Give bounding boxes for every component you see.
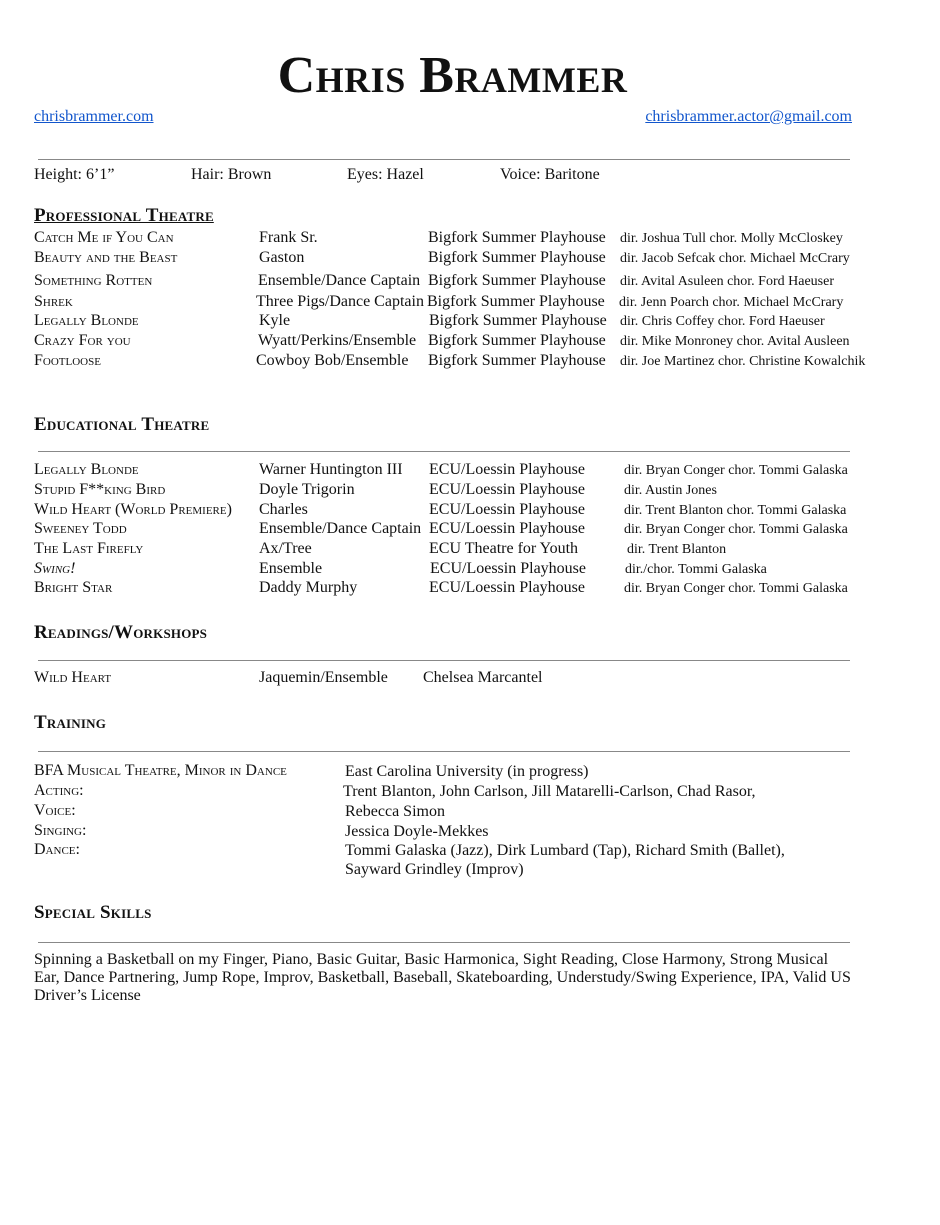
training-value: East Carolina University (in progress) <box>345 763 589 780</box>
role: Three Pigs/Dance Captain <box>256 293 424 310</box>
credit-row <box>0 520 940 540</box>
venue: Bigfork Summer Playhouse <box>428 332 606 349</box>
training-label: Dance: <box>34 841 80 858</box>
divider <box>38 660 850 661</box>
training-value: Tommi Galaska (Jazz), Dirk Lumbard (Tap), Richard Smith (Ballet), Sayward Grindley (Improv) <box>345 842 785 878</box>
credit: dir. Jacob Sefcak chor. Michael McCrary <box>620 251 850 266</box>
credit-row <box>0 272 940 292</box>
venue: Bigfork Summer Playhouse <box>427 293 605 310</box>
venue: ECU/Loessin Playhouse <box>429 501 585 518</box>
show-title: Legally Blonde <box>34 312 139 329</box>
credit-row <box>0 312 940 332</box>
credit-row <box>0 332 940 352</box>
divider <box>38 751 850 752</box>
credit-row <box>0 501 940 521</box>
show-title: Wild Heart <box>34 669 112 686</box>
credit: dir. Joshua Tull chor. Molly McCloskey <box>620 231 843 246</box>
credit-row <box>0 560 940 580</box>
show-title: Legally Blonde <box>34 461 139 478</box>
educational-theatre-heading: Educational Theatre <box>34 414 210 435</box>
professional-theatre-heading: Professional Theatre <box>34 205 214 226</box>
venue: ECU/Loessin Playhouse <box>429 520 585 537</box>
height-stat: Height: 6’1” <box>34 166 115 183</box>
special-skills-text: Spinning a Basketball on my Finger, Piano, Basic Guitar, Basic Harmonica, Sight Reading, Close Harmony, Strong Musical Ear, Dance Partnering, Jump Rope, Improv, Basketball, Baseball, Skateboarding, Understudy/Swing Experience, IPA, Valid US Driver’s License <box>34 951 851 1004</box>
role: Doyle Trigorin <box>259 481 355 498</box>
credit: dir. Mike Monroney chor. Avital Ausleen <box>620 334 850 349</box>
show-title: Bright Star <box>34 579 113 596</box>
credit: dir. Bryan Conger chor. Tommi Galaska <box>624 522 848 537</box>
credit-row <box>0 540 940 560</box>
eyes-stat: Eyes: Hazel <box>347 166 424 183</box>
venue: Bigfork Summer Playhouse <box>428 249 606 266</box>
credit-row <box>0 352 940 372</box>
venue: ECU Theatre for Youth <box>429 540 579 557</box>
role: Charles <box>259 501 308 518</box>
training-label: Singing: <box>34 822 87 839</box>
role: Ensemble/Dance Captain <box>259 520 422 537</box>
credit: dir. Chris Coffey chor. Ford Haeuser <box>620 314 825 329</box>
special-skills-heading: Special Skills <box>34 902 152 923</box>
credit-row <box>0 481 940 501</box>
venue: Bigfork Summer Playhouse <box>428 229 606 246</box>
show-title: Something Rotten <box>34 272 153 289</box>
credit-row <box>0 461 940 481</box>
email-link[interactable]: chrisbrammer.actor@gmail.com <box>645 108 852 125</box>
credit: dir. Austin Jones <box>624 483 717 498</box>
show-title: Footloose <box>34 352 101 369</box>
venue: Bigfork Summer Playhouse <box>429 312 607 329</box>
show-title: Wild Heart (World Premiere) <box>34 501 232 518</box>
credit: dir. Avital Asuleen chor. Ford Haeuser <box>620 274 834 289</box>
resume-name: Chris Brammer <box>277 47 628 104</box>
credit-row <box>0 249 940 269</box>
venue: Bigfork Summer Playhouse <box>428 352 606 369</box>
role: Ensemble <box>259 560 323 577</box>
show-title: Sweeney Todd <box>34 520 127 537</box>
role: Cowboy Bob/Ensemble <box>256 352 409 369</box>
training-label: BFA Musical Theatre, Minor in Dance <box>34 762 287 779</box>
role: Ensemble/Dance Captain <box>258 272 421 289</box>
show-title: Crazy For you <box>34 332 131 349</box>
divider <box>38 942 850 943</box>
role: Ax/Tree <box>259 540 312 557</box>
role: Wyatt/Perkins/Ensemble <box>258 332 417 349</box>
venue: ECU/Loessin Playhouse <box>429 461 585 478</box>
training-heading: Training <box>34 712 107 733</box>
venue: Bigfork Summer Playhouse <box>428 272 606 289</box>
venue: ECU/Loessin Playhouse <box>429 579 585 596</box>
role: Warner Huntington III <box>259 461 403 478</box>
training-label: Voice: <box>34 802 76 819</box>
credit: dir. Jenn Poarch chor. Michael McCrary <box>619 295 844 310</box>
readings-workshops-heading: Readings/Workshops <box>34 622 208 643</box>
voice-stat: Voice: Baritone <box>500 166 600 183</box>
credit: dir. Bryan Conger chor. Tommi Galaska <box>624 581 848 596</box>
role: Kyle <box>259 312 291 329</box>
credit: dir. Joe Martinez chor. Christine Kowalchik <box>620 354 866 369</box>
credit-row <box>0 579 940 599</box>
credit: dir. Trent Blanton chor. Tommi Galaska <box>624 503 847 518</box>
show-title: Shrek <box>34 293 73 310</box>
venue: ECU/Loessin Playhouse <box>429 481 585 498</box>
venue: ECU/Loessin Playhouse <box>430 560 586 577</box>
role: Frank Sr. <box>259 229 318 246</box>
credit-row <box>0 293 940 313</box>
credit-row <box>0 229 940 249</box>
show-title: Swing! <box>34 560 76 577</box>
website-link[interactable]: chrisbrammer.com <box>34 108 154 125</box>
role: Gaston <box>259 249 305 266</box>
role: Daddy Murphy <box>259 579 358 596</box>
role: Jaquemin/Ensemble <box>259 669 388 686</box>
divider <box>38 159 850 160</box>
credit: dir./chor. Tommi Galaska <box>625 562 767 577</box>
credit: dir. Trent Blanton <box>627 542 727 557</box>
training-value: Trent Blanton, John Carlson, Jill Matarelli-Carlson, Chad Rasor, <box>343 783 756 800</box>
training-value: Rebecca Simon <box>345 803 445 820</box>
credit: Chelsea Marcantel <box>423 669 543 686</box>
show-title: The Last Firefly <box>34 540 144 557</box>
credit: dir. Bryan Conger chor. Tommi Galaska <box>624 463 848 478</box>
divider <box>38 451 850 452</box>
list-item <box>0 669 940 689</box>
training-value: Jessica Doyle-Mekkes <box>345 823 489 840</box>
show-title: Beauty and the Beast <box>34 249 178 266</box>
hair-stat: Hair: Brown <box>191 166 272 183</box>
show-title: Catch Me if You Can <box>34 229 174 246</box>
training-label: Acting: <box>34 782 84 799</box>
show-title: Stupid F**king Bird <box>34 481 166 498</box>
